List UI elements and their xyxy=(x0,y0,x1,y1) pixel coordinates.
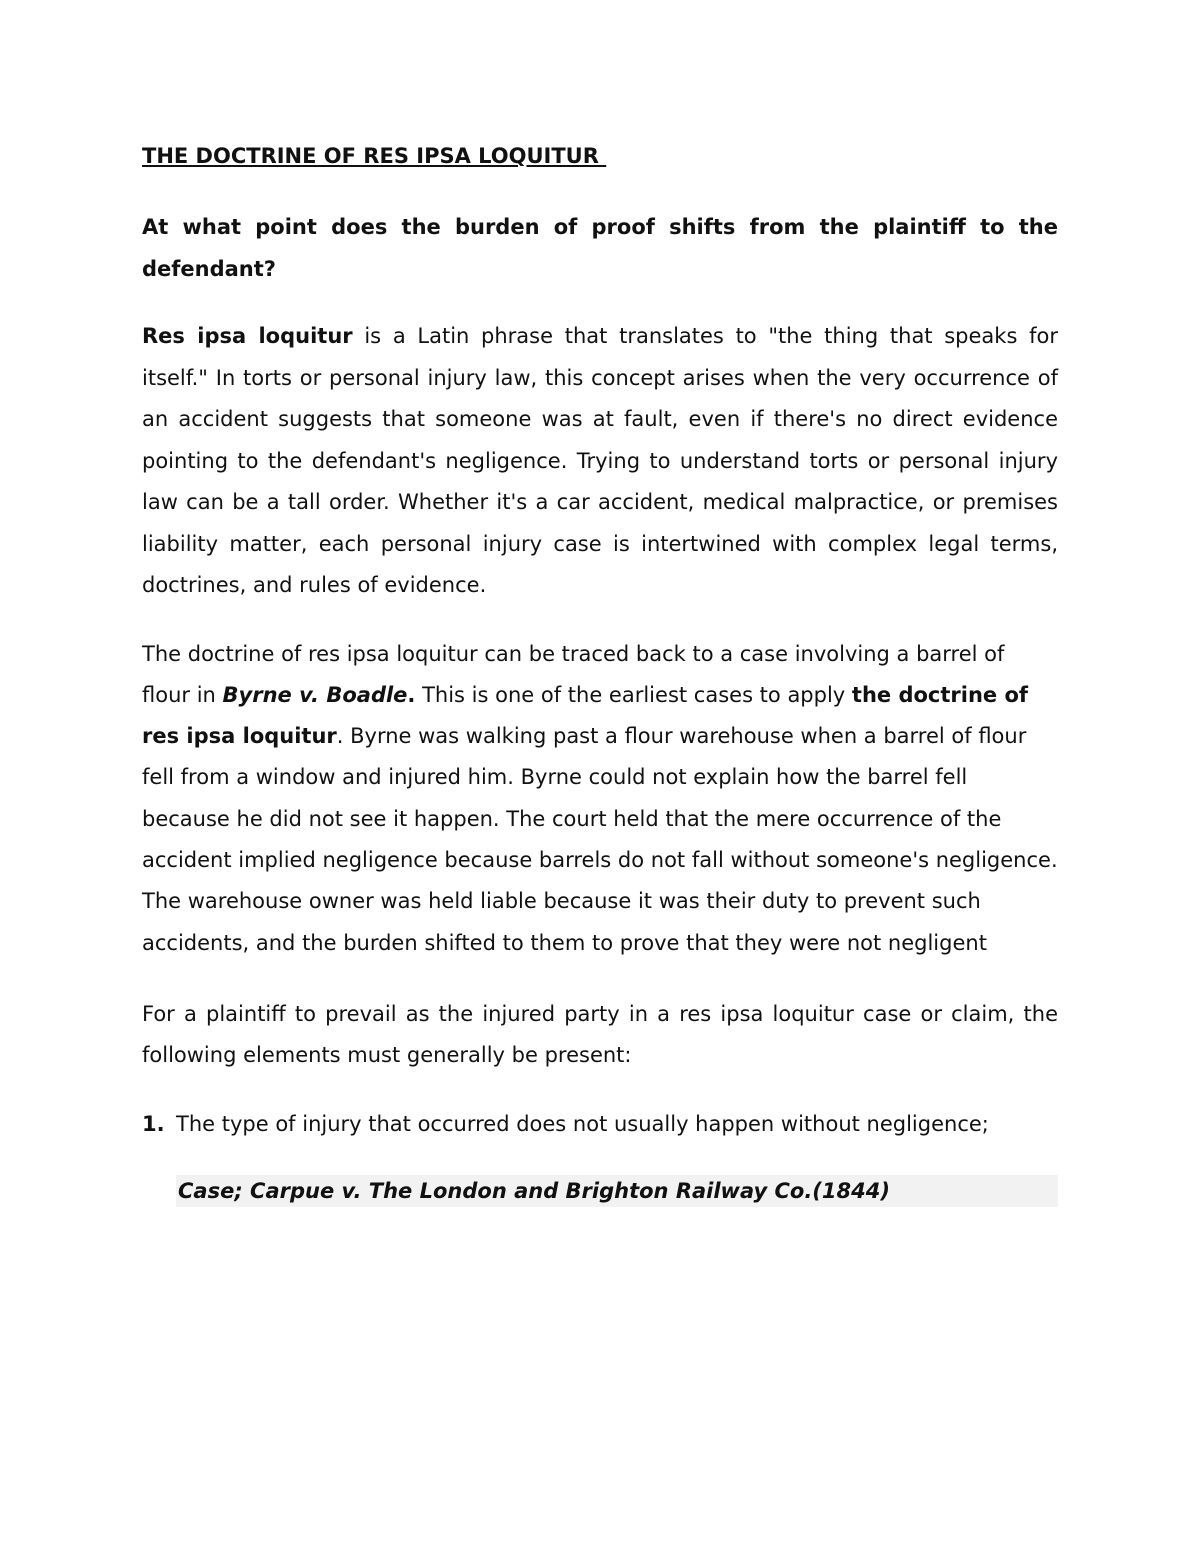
paragraph-definition-text: is a Latin phrase that translates to "the thing that speaks for itself." In torts or personal injury law, this concept arises when the very occurrence of an accident suggests that someone was at fault, even if there's no direct evidence pointing to the defendant's negligence. Trying to understand torts or personal injury law can be a tall order. Whether it's a car accident, medical malpractice, or premises liability matter, each personal injury case is intertwined with complex legal terms, doctrines, and rules of evidence. xyxy=(142,324,1058,597)
paragraph-byrne-rest: . Byrne was walking past a flour warehouse when a barrel of flour fell from a window and injured him. Byrne could not explain how the barrel fell because he did not see it happen. The court held that the mere occurrence of the accident implied negligence because barrels do not fall without someone's negligence. The warehouse owner was held liable because it was their duty to prevent such accidents, and the burden shifted to them to prove that they were not negligent xyxy=(142,724,1058,955)
case-name-period: . xyxy=(407,682,416,707)
case-citation: Case; Carpue v. The London and Brighton Railway Co.(1844) xyxy=(176,1175,1058,1207)
paragraph-byrne-after-case: This is one of the earliest cases to apply xyxy=(415,682,852,707)
document-title: THE DOCTRINE OF RES IPSA LOQUITUR xyxy=(142,144,607,168)
list-item-text: The type of injury that occurred does not usually happen without negligence; xyxy=(176,1111,989,1136)
case-name-byrne-v-boadle: Byrne v. Boadle xyxy=(222,682,408,707)
list-item xyxy=(142,1104,1058,1146)
question-heading: At what point does the burden of proof shifts from the plaintiff to the defendant? xyxy=(142,215,1058,281)
document-body xyxy=(142,141,1058,1207)
list-item-number: 1. xyxy=(142,1111,165,1136)
paragraph-definition xyxy=(142,316,1058,607)
term-res-ipsa-loquitur: Res ipsa loquitur xyxy=(142,324,353,348)
doctrine-phrase: the doctrine of res ipsa loquitur xyxy=(142,682,1029,749)
paragraph-byrne-lead: The doctrine of res ipsa loquitur can be traced back to a case involving a barrel of flour in xyxy=(142,641,1005,707)
paragraph-elements-intro: For a plaintiff to prevail as the injured party in a res ipsa loquitur case or claim, the following elements must generally be present: xyxy=(142,1001,1058,1068)
paragraph-byrne-case xyxy=(142,634,1058,964)
